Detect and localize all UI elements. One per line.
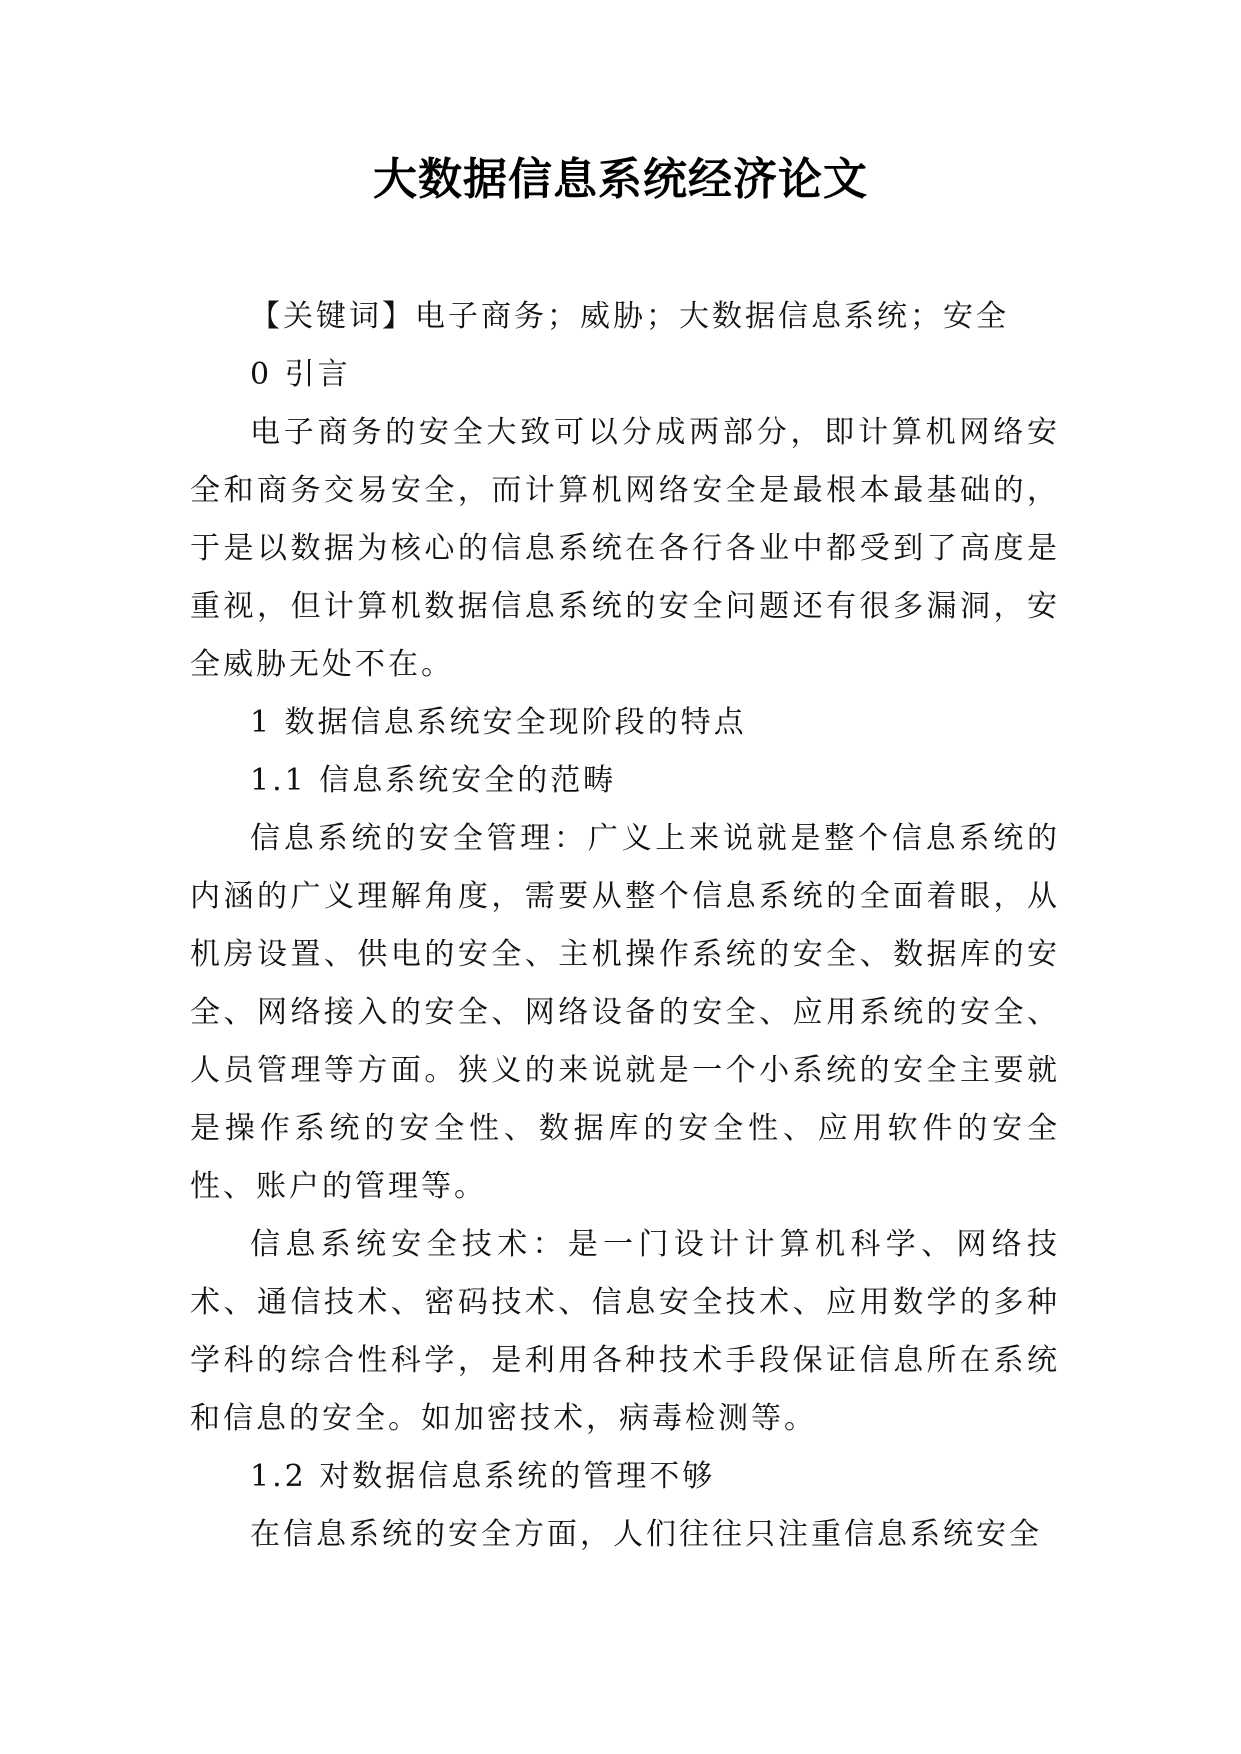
keywords-paragraph: 【关键词】电子商务；威胁；大数据信息系统；安全	[250, 299, 1009, 334]
body-paragraph: 在信息系统的安全方面，人们往往只注重信息系统安全	[250, 1517, 1042, 1552]
subsection-heading-1-2: 1.2 对数据信息系统的管理不够	[250, 1459, 716, 1494]
document-body	[190, 288, 1060, 1564]
subsection-heading-1-1: 1.1 信息系统安全的范畴	[250, 763, 617, 798]
document-title: 大数据信息系统经济论文	[373, 154, 868, 205]
section-heading-introduction: 0 引言	[250, 357, 351, 392]
body-paragraph: 电子商务的安全大致可以分成两部分，即计算机网络安全和商务交易安全，而计算机网络安全是最根本最基础的，于是以数据为核心的信息系统在各行各业中都受到了高度是重视，但计算机数据信息系统的安全问题还有很多漏洞，安全威胁无处不在。	[190, 415, 1060, 682]
body-paragraph: 信息系统安全技术：是一门设计计算机科学、网络技术、通信技术、密码技术、信息安全技术、应用数学的多种学科的综合性科学，是利用各种技术手段保证信息所在系统和信息的安全。如加密技术，病毒检测等。	[190, 1227, 1060, 1436]
section-heading-1: 1 数据信息系统安全现阶段的特点	[250, 705, 747, 740]
body-paragraph: 信息系统的安全管理：广义上来说就是整个信息系统的内涵的广义理解角度，需要从整个信息系统的全面着眼，从机房设置、供电的安全、主机操作系统的安全、数据库的安全、网络接入的安全、网络设备的安全、应用系统的安全、人员管理等方面。狭义的来说就是一个小系统的安全主要就是操作系统的安全性、数据库的安全性、应用软件的安全性、账户的管理等。	[190, 821, 1060, 1204]
